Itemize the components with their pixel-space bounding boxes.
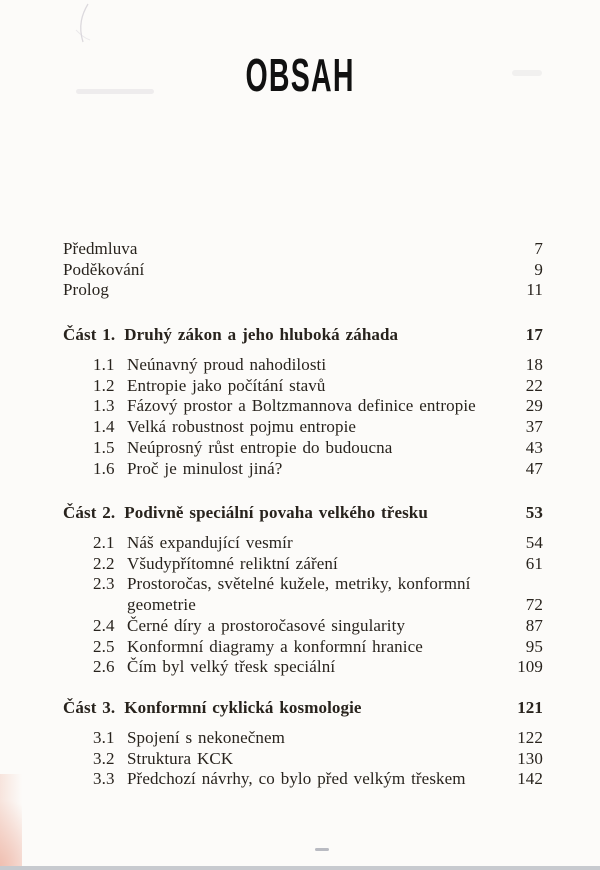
- item-number: 1.1: [93, 355, 115, 374]
- toc-entry-predmluva: [63, 239, 543, 260]
- toc-entry-2-4: [93, 616, 543, 637]
- part-1-items: [63, 355, 543, 479]
- item-page-number: 54: [525, 533, 543, 552]
- part-heading-label: [63, 697, 505, 719]
- item-number: 2.1: [93, 533, 115, 552]
- item-title: Prostoročas, světelné kužele, metriky, konformní geometrie: [127, 574, 471, 615]
- toc-entry-1-1: [93, 355, 543, 376]
- toc-entry-page-number: 11: [526, 280, 543, 300]
- item-number: 1.2: [93, 375, 115, 395]
- item-page-number: 122: [517, 728, 543, 747]
- item-title: Neúnavný proud nahodilosti: [127, 355, 327, 374]
- toc-entry-2-3: [93, 574, 543, 615]
- item-title: Čím byl velký třesk speciální: [127, 657, 336, 677]
- toc-entry-page-number: 9: [534, 259, 543, 279]
- dash-artifact: [315, 848, 329, 851]
- item-number: 3.1: [93, 728, 115, 747]
- toc-entry-podekovani: [63, 260, 543, 281]
- page-edge-tint: [0, 774, 22, 866]
- part-1-heading: [63, 324, 543, 346]
- item-page-number: 142: [517, 769, 543, 789]
- item-number: 1.6: [93, 458, 115, 478]
- part-number: Část 3.: [63, 698, 116, 717]
- item-page-number: 61: [525, 553, 543, 573]
- toc-entry-1-2: [93, 376, 543, 397]
- toc-entry-1-5: [93, 438, 543, 459]
- part-title: Konformní cyklická kosmologie: [124, 698, 362, 717]
- item-title: Všudypřítomné reliktní záření: [127, 553, 338, 573]
- item-page-number: 95: [525, 636, 543, 656]
- part-3-heading: [63, 697, 543, 719]
- item-page-number: 29: [525, 396, 543, 416]
- pencil-mark-artifact: [62, 2, 102, 50]
- item-title: Černé díry a prostoročasové singularity: [127, 615, 406, 635]
- part-number: Část 2.: [63, 503, 116, 522]
- toc-part-1: [63, 324, 543, 479]
- part-page-number: 53: [525, 503, 543, 522]
- item-title: Neúprosný růst entropie do budoucna: [127, 437, 393, 457]
- part-title: Podivně speciální povaha velkého třesku: [124, 503, 428, 522]
- part-page-number: 17: [525, 325, 543, 344]
- toc-entry-1-3: [93, 396, 543, 417]
- toc-entry-2-1: [93, 533, 543, 554]
- toc-entry-3-2: [93, 749, 543, 770]
- toc-entry-label: Prolog: [63, 280, 109, 300]
- item-number: 2.6: [93, 657, 115, 677]
- item-title: Náš expandující vesmír: [127, 533, 293, 552]
- item-number: 1.5: [93, 437, 115, 457]
- toc-entry-1-4: [93, 417, 543, 438]
- item-page-number: 87: [525, 615, 543, 635]
- smudge-artifact: [76, 89, 154, 94]
- item-number: 2.2: [93, 553, 115, 573]
- item-title: Fázový prostor a Boltzmannova definice entropie: [127, 396, 476, 416]
- item-page-number: 37: [525, 417, 543, 437]
- item-title: Entropie jako počítání stavů: [127, 375, 326, 395]
- toc-entry-2-5: [93, 637, 543, 658]
- scan-bottom-edge: [0, 866, 600, 870]
- part-2-items: [63, 533, 543, 678]
- item-title: Předchozí návrhy, co bylo před velkým třeskem: [127, 769, 466, 789]
- item-title: Proč je minulost jiná?: [127, 458, 283, 478]
- toc-entry-prolog: [63, 280, 543, 301]
- item-page-number: 109: [517, 657, 543, 677]
- toc-part-3: [63, 697, 543, 790]
- item-page-number: 43: [525, 437, 543, 457]
- item-title: Konformní diagramy a konformní hranice: [127, 636, 423, 656]
- toc-entry-label: Poděkování: [63, 259, 145, 279]
- toc-entry-3-3: [93, 769, 543, 790]
- toc-entry-1-6: [93, 459, 543, 480]
- part-3-items: [63, 728, 543, 790]
- toc-part-2: [63, 502, 543, 678]
- toc-entry-2-6: [93, 657, 543, 678]
- item-number: 1.3: [93, 396, 115, 416]
- item-page-number: 72: [525, 595, 543, 615]
- part-number: Část 1.: [63, 325, 116, 344]
- part-2-heading: [63, 502, 543, 524]
- toc-entry-page-number: 7: [534, 239, 543, 258]
- item-number: 3.2: [93, 748, 115, 768]
- item-title: Velká robustnost pojmu entropie: [127, 417, 357, 437]
- toc-entry-label: Předmluva: [63, 239, 138, 258]
- part-heading-label: [63, 502, 514, 524]
- smudge-artifact: [512, 70, 542, 76]
- part-page-number: 121: [517, 698, 543, 717]
- item-page-number: 18: [525, 355, 543, 374]
- item-title: Spojení s nekonečnem: [127, 728, 285, 747]
- item-number: 3.3: [93, 769, 115, 789]
- item-page-number: 130: [517, 748, 543, 768]
- front-matter-list: [63, 239, 543, 301]
- item-page-number: 47: [525, 458, 543, 478]
- item-number: 2.3: [93, 574, 115, 594]
- item-title: Struktura KCK: [127, 748, 234, 768]
- toc-entry-2-2: [93, 554, 543, 575]
- item-number: 2.4: [93, 615, 115, 635]
- page-title-text: OBSAH: [245, 49, 355, 101]
- part-heading-label: [63, 324, 514, 346]
- part-title: Druhý zákon a jeho hluboká záhada: [124, 325, 399, 344]
- item-number: 2.5: [93, 636, 115, 656]
- item-number: 1.4: [93, 417, 115, 437]
- item-page-number: 22: [525, 375, 543, 395]
- toc-entry-3-1: [93, 728, 543, 749]
